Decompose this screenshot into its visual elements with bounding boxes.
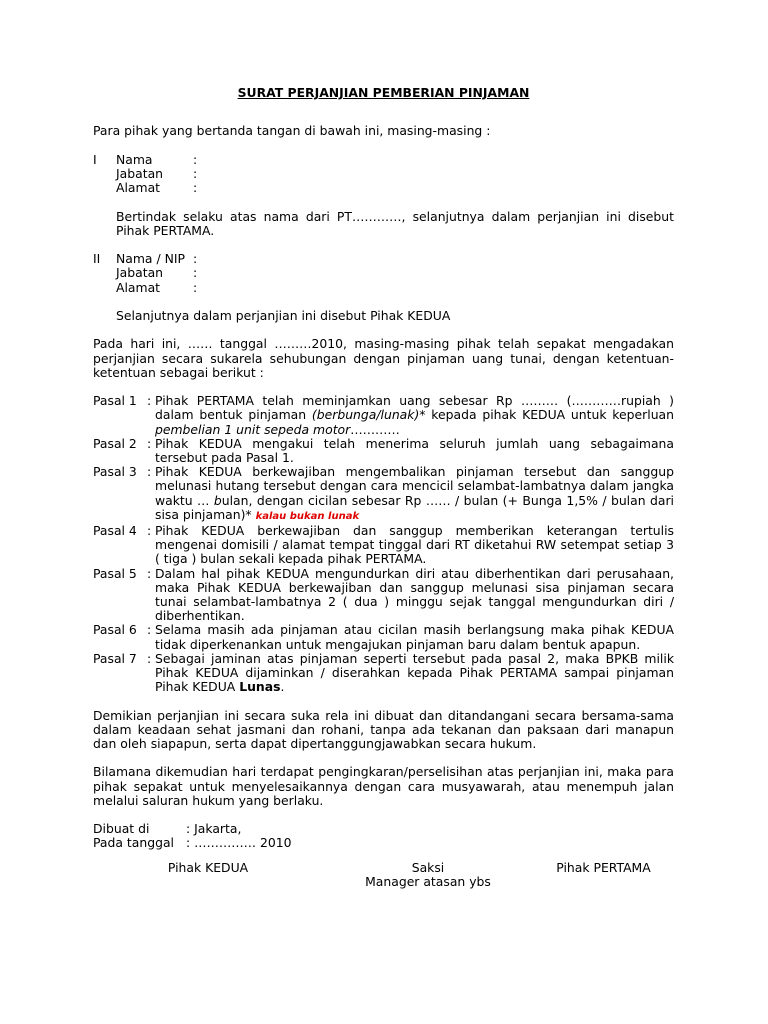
pasal-4: Pasal 4 : Pihak KEDUA berkewajiban dan sanggup memberikan keterangan tertulis mengenai domisili / alamat tempat tinggal dari RT diketahui RW setempat setiap 3 ( tiga ) bulan sekali kepada pihak PERTAMA. xyxy=(93,522,674,567)
pasal-label: Pasal 7 xyxy=(93,650,137,666)
colon: : xyxy=(193,265,198,281)
witness-role: Manager atasan ybs xyxy=(365,873,491,889)
pasal-text: * kepada pihak KEDUA untuk keperluan xyxy=(419,407,674,423)
pasal-italic: pembelian 1 unit sepeda motor xyxy=(155,421,351,437)
letter-page xyxy=(93,86,674,889)
pasal-7: Pasal 7 : Sebagai jaminan atas pinjaman seperti tersebut pada pasal 2, maka BPKB milik Pihak KEDUA dijaminkan / diserahkan kepada Pihak PERTAMA sampai pinjaman Pihak KEDUA Lunas. xyxy=(93,650,674,695)
signature-party-two: Pihak KEDUA xyxy=(167,859,249,875)
pasal-6: Pasal 6 : Selama masih ada pinjaman atau cicilan masih berlangsung maka pihak KEDUA tidak diperkenankan untuk mengajukan pinjaman baru dalam bentuk apapun. xyxy=(93,622,674,652)
pasal-3: Pasal 3 : Pihak KEDUA berkewajiban mengembalikan pinjaman tersebut dan sanggup melunasi hutang tersebut dengan cara mencicil selambat-lambatnya dalam jangka waktu … bulan, dengan cicilan sebesar Rp …… / bulan (+ Bunga 1,5% / bulan dari sisa pinjaman)* kalau bukan lunak xyxy=(93,465,674,524)
pasal-text: Pihak KEDUA berkewajiban mengembalikan pinjaman tersebut dan sanggup melunasi hutang tersebut dengan cara mencicil selambat-lambatnya dalam jangka waktu … xyxy=(155,464,674,508)
pasal-bold: Lunas xyxy=(239,679,281,695)
pasal-text: Pihak KEDUA mengakui telah menerima seluruh jumlah uang sebagaimana tersebut pada Pasal 1. xyxy=(155,435,674,465)
party-two xyxy=(93,252,674,295)
witness-label: Saksi xyxy=(411,859,445,875)
pasal-text: . xyxy=(280,679,285,695)
pasal-5: Pasal 5 : Dalam hal pihak KEDUA mengundurkan diri atau diberhentikan dari perusahaan, maka Pihak KEDUA berkewajiban dan sanggup melunasi sisa pinjaman secara tunai selambat-lambatnya 2 ( dua ) minggu sejak tanggal mengundurkan diri / diberhentikan. xyxy=(93,565,674,624)
pasal-label: Pasal 2 xyxy=(93,435,137,451)
intro-text: Para pihak yang bertanda tangan di bawah ini, masing-masing : xyxy=(93,123,491,139)
party-two-description: Selanjutnya dalam perjanjian ini disebut Pihak KEDUA xyxy=(116,307,451,323)
party-one-name-label: Nama xyxy=(116,151,153,167)
colon: : xyxy=(193,165,198,181)
party-two-position-label: Jabatan xyxy=(116,265,164,281)
date-value: : …………… 2010 xyxy=(186,835,292,851)
party-one-description: Bertindak selaku atas nama dari PT…………, selanjutnya dalam perjanjian ini disebut Pihak PERTAMA. xyxy=(116,208,674,238)
pasal-text: Dalam hal pihak KEDUA mengundurkan diri atau diberhentikan dari perusahaan, maka Pihak KEDUA berkewajiban dan sanggup melunasi sisa pinjaman secara tunai selambat-lambatnya 2 ( dua ) minggu sejak tanggal mengundurkan diri / diberhentikan. xyxy=(155,565,674,624)
agreement-text: Pada hari ini, …… tanggal ………2010, masing-masing pihak telah sepakat mengadakan perjanjian secara sukarela sehubungan dengan pinjaman uang tunai, dengan ketentuan-ketentuan sebagai berikut : xyxy=(93,336,674,380)
pasal-text: ………… xyxy=(350,421,400,437)
pasal-italic: b xyxy=(213,492,222,508)
pasal-label: Pasal 3 xyxy=(93,464,137,480)
pasal-italic: (berbunga/lunak) xyxy=(311,407,420,423)
party-one-numeral: I xyxy=(93,151,97,167)
pasal-2: Pasal 2 : Pihak KEDUA mengakui telah menerima seluruh jumlah uang sebagaimana tersebut pada Pasal 1. xyxy=(93,435,674,465)
pasal-text: ulan, dengan cicilan sebesar Rp …… / bulan (+ Bunga 1,5% / bulan dari sisa pinjaman)* xyxy=(155,492,674,522)
pasal-label: Pasal 4 xyxy=(93,522,137,538)
pasal-label: Pasal 6 xyxy=(93,622,137,638)
place-line xyxy=(93,822,674,836)
signature-party-one: Pihak PERTAMA xyxy=(556,859,651,875)
place-value: : Jakarta, xyxy=(186,821,242,837)
date-line xyxy=(93,836,674,850)
place-label: Dibuat di xyxy=(93,821,150,837)
colon: : xyxy=(193,279,198,295)
party-two-name-label: Nama / NIP xyxy=(116,251,185,267)
closing-paragraph-1: Demikian perjanjian ini secara suka rela ini dibuat dan ditandangani secara bersama-sama dalam keadaan sehat jasmani dan rohani, tanpa ada tekanan dan paksaan dari manapun dan oleh siapapun, serta dapat dipertanggungjawabkan secara hukum. xyxy=(93,707,674,752)
pasal-text: Sebagai jaminan atas pinjaman seperti tersebut pada pasal 2, maka BPKB milik Pihak KEDUA dijaminkan / diserahkan kepada Pihak PERTAMA sampai pinjaman Pihak KEDUA xyxy=(155,650,674,695)
pasal-label: Pasal 5 xyxy=(93,565,137,581)
party-one-position-label: Jabatan xyxy=(116,165,164,181)
letter-title: SURAT PERJANJIAN PEMBERIAN PINJAMAN xyxy=(237,85,530,100)
red-note: kalau bukan lunak xyxy=(255,510,360,522)
pasal-label: Pasal 1 xyxy=(93,393,137,409)
pasal-text: Selama masih ada pinjaman atau cicilan masih berlangsung maka pihak KEDUA tidak diperkenankan untuk mengajukan pinjaman baru dalam bentuk apapun. xyxy=(155,622,674,652)
date-label: Pada tanggal xyxy=(93,835,174,851)
party-one xyxy=(93,153,674,196)
party-two-numeral: II xyxy=(93,251,101,267)
closing-paragraph-2: Bilamana dikemudian hari terdapat pengingkaran/perselisihan atas perjanjian ini, maka para pihak sepakat untuk menyelesaikannya dengan cara musyawarah, atau menempuh jalan melalui saluran hukum yang berlaku. xyxy=(93,764,674,808)
colon: : xyxy=(193,251,198,267)
pasal-text: Pihak KEDUA berkewajiban dan sanggup memberikan keterangan tertulis mengenai domisili / alamat tempat tinggal dari RT diketahui RW setempat setiap 3 ( tiga ) bulan sekali kepada pihak PERTAMA. xyxy=(155,522,674,567)
party-one-address-label: Alamat xyxy=(116,180,161,196)
pasal-1: Pasal 1 : Pihak PERTAMA telah meminjamkan uang sebesar Rp ……… (…………rupiah ) dalam bentuk pinjaman (berbunga/lunak)* kepada pihak KEDUA untuk keperluan pembelian 1 unit sepeda motor………… xyxy=(93,393,674,437)
colon: : xyxy=(193,180,198,196)
party-two-address-label: Alamat xyxy=(116,279,161,295)
pasal-text: Pihak PERTAMA telah meminjamkan uang sebesar Rp ……… (…………rupiah ) dalam bentuk pinjaman xyxy=(155,393,674,423)
signature-witness xyxy=(323,861,533,889)
signature-row xyxy=(93,861,674,889)
colon: : xyxy=(193,151,198,167)
